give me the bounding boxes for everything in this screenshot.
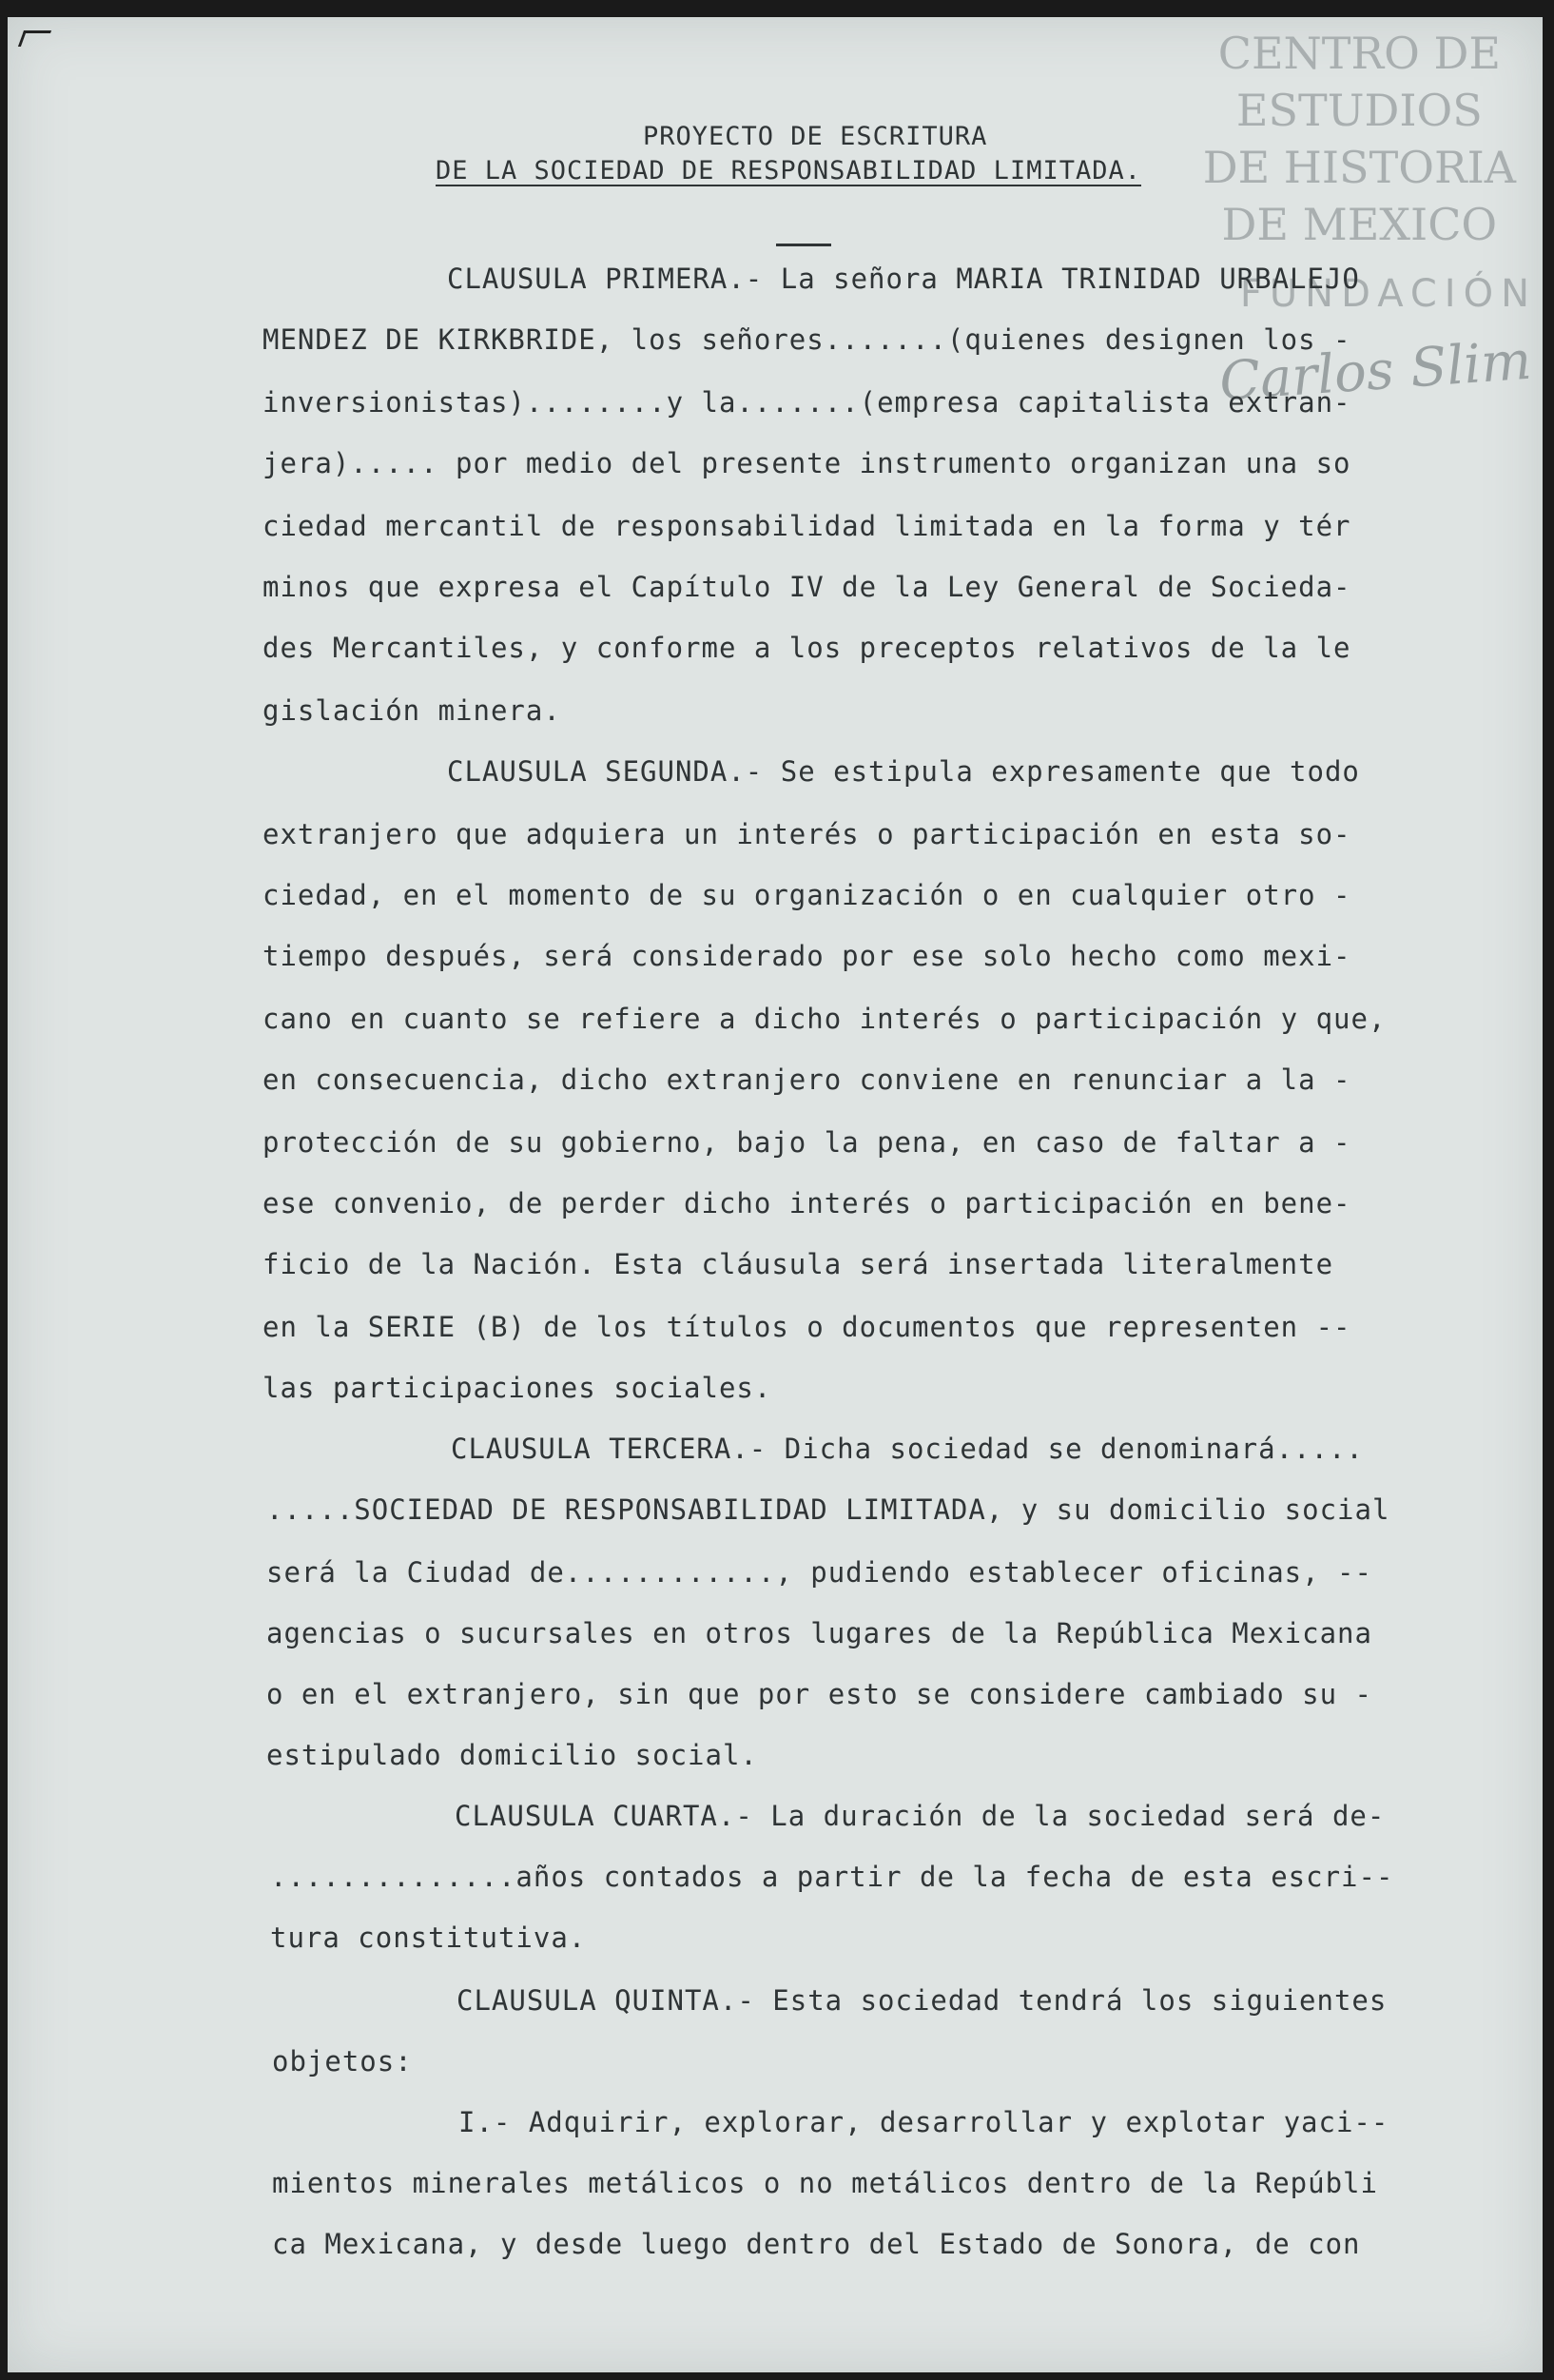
text-line: ciedad, en el momento de su organización o en cualquier otro - — [262, 879, 1351, 911]
text-line: en consecuencia, dicho extranjero conviene en renunciar a la - — [262, 1063, 1351, 1096]
text-line: ese convenio, de perder dicho interés o participación en bene- — [262, 1187, 1351, 1219]
watermark-line: ESTUDIOS — [1235, 85, 1483, 136]
text-line: agencias o sucursales en otros lugares de la República Mexicana — [266, 1617, 1372, 1649]
watermark-line: DE MEXICO — [1221, 199, 1498, 250]
watermark-signature: Carlos Slim — [1216, 329, 1533, 414]
document-page — [8, 17, 1543, 2372]
watermark-foundation: FUNDACIÓN — [1239, 272, 1537, 316]
text-line: cano en cuanto se refiere a dicho interés o participación y que, — [262, 1003, 1387, 1035]
text-line: ciedad mercantil de responsabilidad limitada en la forma y tér — [262, 510, 1351, 542]
watermark-line: DE HISTORIA — [1202, 142, 1516, 193]
text-line: las participaciones sociales. — [262, 1372, 772, 1404]
text-line: será la Ciudad de............, pudiendo establecer oficinas, -- — [266, 1556, 1372, 1589]
document-title-line2: DE LA SOCIEDAD DE RESPONSABILIDAD LIMITADA. — [436, 156, 1141, 185]
text-line: mientos minerales metálicos o no metálicos dentro de la Repúbli — [272, 2167, 1378, 2199]
text-line: ca Mexicana, y desde luego dentro del Estado de Sonora, de con — [272, 2228, 1361, 2260]
text-line: jera)..... por medio del presente instrumento organizan una so — [262, 447, 1351, 479]
text-line: des Mercantiles, y conforme a los preceptos relativos de la le — [262, 632, 1351, 664]
text-line: CLAUSULA QUINTA.- Esta sociedad tendrá los siguientes — [456, 1984, 1388, 2017]
text-line: I.- Adquirir, explorar, desarrollar y explotar yaci-- — [458, 2106, 1389, 2138]
text-line: CLAUSULA TERCERA.- Dicha sociedad se denominará..... — [451, 1433, 1364, 1465]
archive-watermark — [1203, 25, 1516, 253]
text-line: inversionistas)........y la.......(empresa capitalista extran- — [262, 386, 1351, 419]
text-line: CLAUSULA SEGUNDA.- Se estipula expresamente que todo — [447, 755, 1360, 788]
text-line: .....SOCIEDAD DE RESPONSABILIDAD LIMITADA, y su domicilio social — [266, 1493, 1390, 1526]
text-line: CLAUSULA PRIMERA.- La señora MARIA TRINIDAD URBALEJO — [447, 263, 1360, 295]
text-line: estipulado domicilio social. — [266, 1739, 758, 1771]
text-line: MENDEZ DE KIRKBRIDE, los señores.......(quienes designen los - — [262, 323, 1351, 356]
text-line: tura constitutiva. — [270, 1922, 587, 1954]
corner-mark — [18, 30, 51, 47]
title-separator — [776, 244, 831, 246]
text-line: gislación minera. — [262, 694, 561, 727]
text-line: minos que expresa el Capítulo IV de la Ley General de Socieda- — [262, 571, 1351, 603]
document-title-line1: PROYECTO DE ESCRITURA — [643, 122, 988, 151]
text-line: ficio de la Nación. Esta cláusula será insertada literalmente — [262, 1248, 1334, 1280]
text-line: extranjero que adquiera un interés o participación en esta so- — [262, 818, 1351, 850]
text-line: protección de su gobierno, bajo la pena, en caso de faltar a - — [262, 1126, 1351, 1159]
text-line: tiempo después, será considerado por ese solo hecho como mexi- — [262, 940, 1351, 972]
text-line: ..............años contados a partir de la fecha de esta escri-- — [270, 1861, 1394, 1893]
text-line: CLAUSULA CUARTA.- La duración de la sociedad será de- — [455, 1800, 1386, 1832]
text-line: objetos: — [272, 2045, 413, 2078]
text-line: o en el extranjero, sin que por esto se considere cambiado su - — [266, 1678, 1372, 1710]
watermark-line: CENTRO DE — [1217, 28, 1501, 79]
text-line: en la SERIE (B) de los títulos o documentos que representen -- — [262, 1311, 1351, 1343]
